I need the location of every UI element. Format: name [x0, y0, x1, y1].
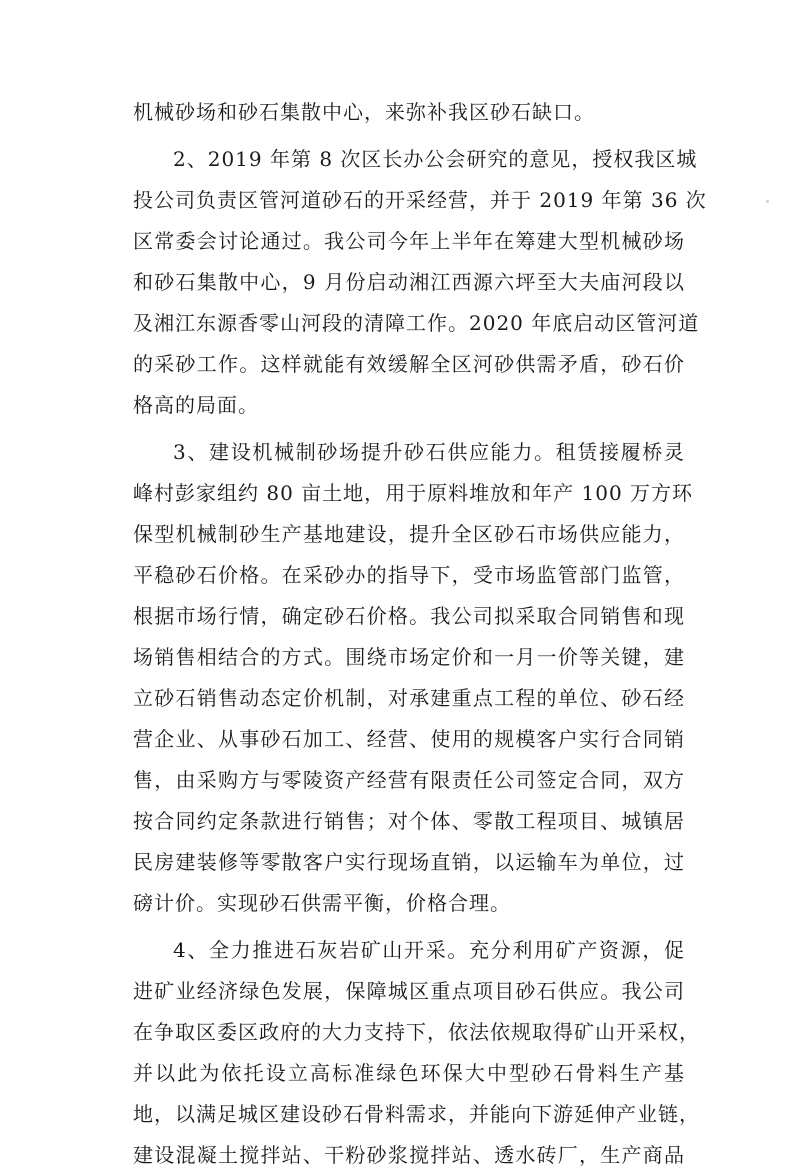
text-line: 峰村彭家组约 80 亩土地，用于原料堆放和年产 100 万方环	[133, 481, 694, 505]
text-line: 并以此为依托设立高标准绿色环保大中型砂石骨料生产基	[133, 1061, 685, 1085]
text-line: 在争取区委区政府的大力支持下，依法依规取得矿山开采权，	[133, 1020, 700, 1044]
paragraph-4-first-line: 4、全力推进石灰岩矿山开采。充分利用矿产资源，促	[173, 938, 685, 962]
text-line: 磅计价。实现砂石供需平衡，价格合理。	[133, 891, 511, 915]
text-line: 及湘江东源香零山河段的清障工作。2020 年底启动区管河道	[133, 311, 700, 335]
text-line: 机械砂场和砂石集散中心，来弥补我区砂石缺口。	[133, 100, 595, 124]
paragraph-3-first-line: 3、建设机械制砂场提升砂石供应能力。租赁接履桥灵	[173, 440, 685, 464]
text-line: 投公司负责区管河道砂石的开采经营，并于 2019 年第 36 次	[133, 188, 707, 212]
text-line: 场销售相结合的方式。围绕市场定价和一月一价等关键，建	[133, 645, 685, 669]
text-line: 平稳砂石价格。在采砂办的指导下，受市场监管部门监管，	[133, 563, 685, 587]
document-body	[133, 92, 707, 1176]
text-line: 售，由采购方与零陵资产经营有限责任公司签定合同，双方	[133, 768, 685, 792]
text-line: 民房建装修等零散客户实行现场直销，以运输车为单位，过	[133, 850, 685, 874]
text-line: 营企业、从事砂石加工、经营、使用的规模客户实行合同销	[133, 727, 685, 751]
text-line: 根据市场行情，确定砂石价格。我公司拟采取合同销售和现	[133, 604, 685, 628]
text-line: 区常委会讨论通过。我公司今年上半年在筹建大型机械砂场	[133, 229, 685, 253]
text-line: 立砂石销售动态定价机制，对承建重点工程的单位、砂石经	[133, 686, 685, 710]
text-line: 进矿业经济绿色发展，保障城区重点项目砂石供应。我公司	[133, 979, 685, 1003]
scan-speck	[766, 200, 769, 203]
text-line: 地，以满足城区建设砂石骨料需求，并能向下游延伸产业链，	[133, 1102, 700, 1126]
text-line: 格高的局面。	[133, 393, 259, 417]
text-line: 保型机械制砂生产基地建设，提升全区砂石市场供应能力，	[133, 522, 685, 546]
text-line: 和砂石集散中心，9 月份启动湘江西源六坪至大夫庙河段以	[133, 270, 685, 294]
text-line: 按合同约定条款进行销售；对个体、零散工程项目、城镇居	[133, 809, 685, 833]
text-line: 建设混凝土搅拌站、干粉砂浆搅拌站、透水砖厂，生产商品	[133, 1143, 685, 1167]
paragraph-2-first-line: 2、2019 年第 8 次区长办公会研究的意见，授权我区城	[173, 147, 698, 171]
text-line: 的采砂工作。这样就能有效缓解全区河砂供需矛盾，砂石价	[133, 352, 685, 376]
